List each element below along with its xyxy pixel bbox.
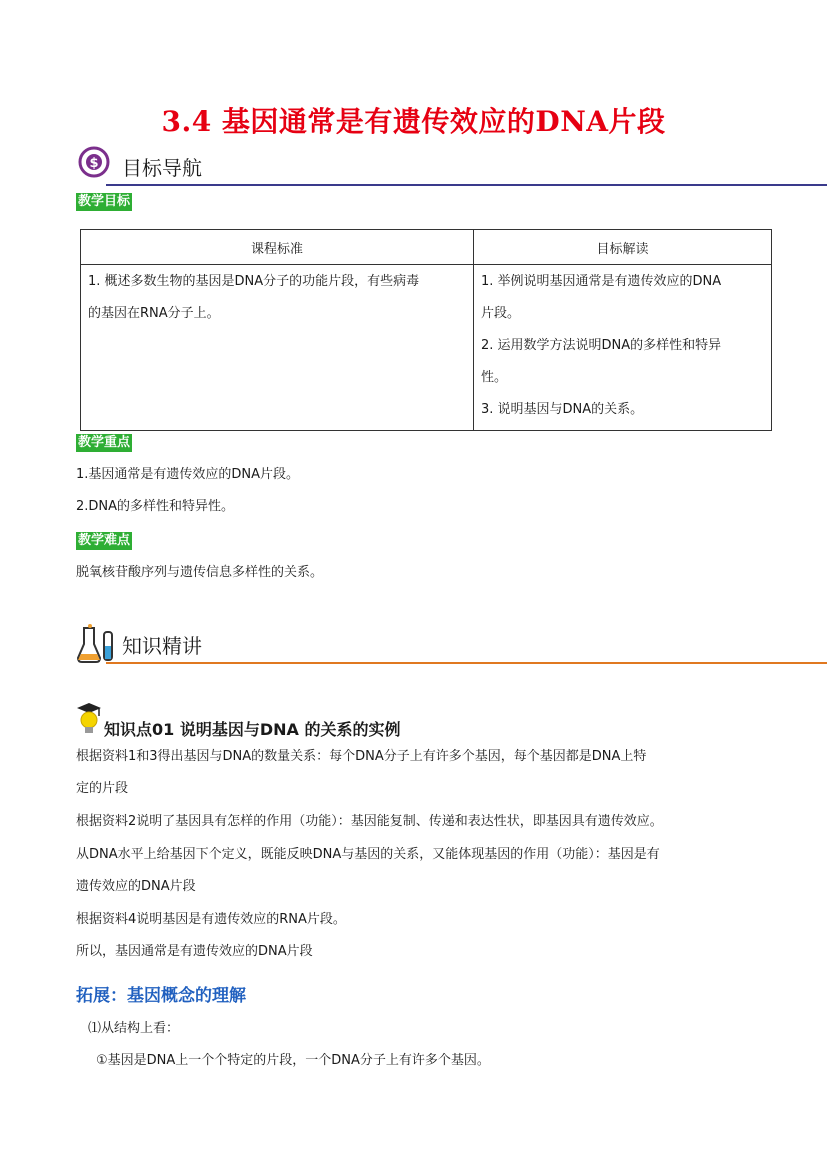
knowledge-point-title: 知识点01 说明基因与DNA 的关系的实例: [104, 720, 401, 739]
extension-item: ①基因是DNA上一个个特定的片段，一个DNA分子上有许多个基因。: [96, 1053, 490, 1068]
svg-text:$: $: [89, 156, 99, 171]
section-divider: [106, 184, 827, 186]
table-cell-standard: [81, 265, 474, 431]
table-cell-interpretation: [474, 265, 772, 431]
section-title-knowledge: 知识精讲: [122, 634, 202, 658]
paragraph-line: 遗传效应的DNA片段: [76, 879, 196, 894]
paragraph-line: 根据资料1和3得出基因与DNA的数量关系：每个DNA分子上有许多个基因，每个基因都是DNA上特: [76, 749, 647, 764]
paragraph-line: 所以，基因通常是有遗传效应的DNA片段: [76, 944, 313, 959]
cell-line: 1. 概述多数生物的基因是DNA分子的功能片段，有些病毒: [88, 274, 420, 289]
section-title-goals: 目标导航: [122, 156, 202, 180]
flask-icon: [76, 622, 120, 664]
section-divider: [106, 662, 827, 664]
cell-line: 2. 运用数学方法说明DNA的多样性和特异: [481, 338, 722, 353]
paragraph-line: 从DNA水平上给基因下个定义，既能反映DNA与基因的关系，又能体现基因的作用（功能）：基因是有: [76, 847, 660, 862]
paragraph-line: 根据资料2说明了基因具有怎样的作用（功能）：基因能复制、传递和表达性状，即基因具有遗传效应。: [76, 814, 663, 829]
tag-teaching-focus: 教学重点: [78, 435, 131, 450]
tag-teaching-goals: 教学目标: [78, 194, 131, 209]
cell-line: 性。: [481, 370, 508, 385]
objectives-table: [80, 229, 772, 431]
cell-line: 的基因在RNA分子上。: [88, 306, 220, 321]
cell-line: 1. 举例说明基因通常是有遗传效应的DNA: [481, 274, 722, 289]
tag-teaching-difficulty: 教学难点: [78, 533, 131, 548]
paragraph-line: 根据资料4说明基因是有遗传效应的RNA片段。: [76, 912, 346, 927]
extension-title: 拓展：基因概念的理解: [76, 986, 246, 1006]
page-title: 3.4 基因通常是有遗传效应的DNA片段: [161, 105, 666, 138]
section-header-knowledge: [76, 622, 756, 666]
cell-line: 片段。: [481, 306, 521, 321]
table-header-standard: 课程标准: [81, 230, 474, 265]
table-header-interpretation: 目标解读: [474, 230, 772, 265]
lightbulb-graduate-icon: [74, 700, 104, 736]
focus-line: 2.DNA的多样性和特异性。: [76, 499, 235, 514]
difficulty-line: 脱氧核苷酸序列与遗传信息多样性的关系。: [76, 565, 324, 580]
extension-subheading: ⑴从结构上看：: [88, 1021, 180, 1036]
paragraph-line: 定的片段: [76, 781, 129, 796]
section-header-goals: [76, 144, 756, 188]
focus-line: 1.基因通常是有遗传效应的DNA片段。: [76, 467, 300, 482]
goal-badge-icon: [76, 144, 116, 184]
cell-line: 3. 说明基因与DNA的关系。: [481, 402, 644, 417]
